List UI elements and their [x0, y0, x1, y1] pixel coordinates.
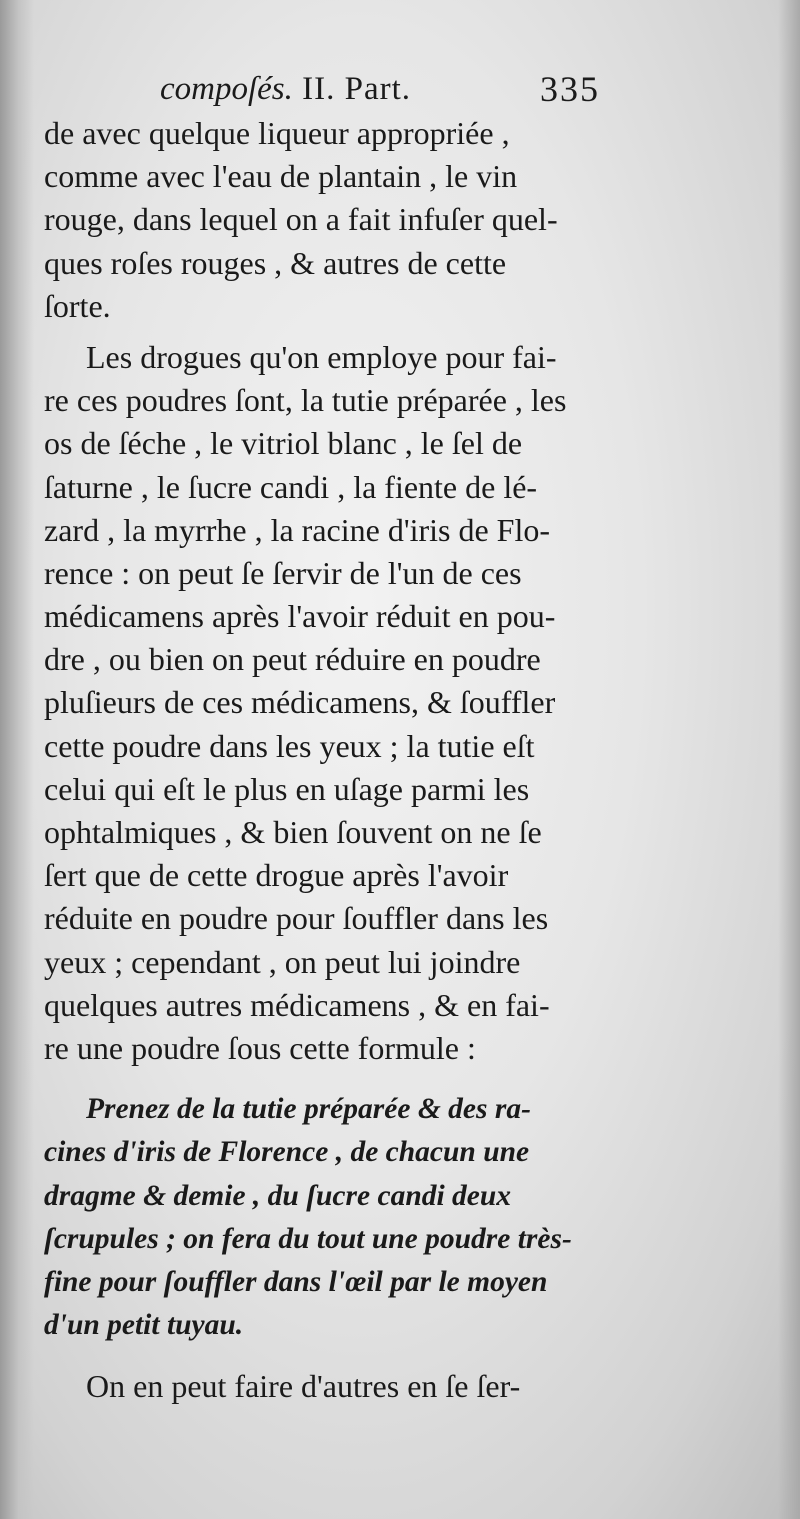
- paragraph-3: [44, 1365, 604, 1408]
- text-line: zard , la myrrhe , la racine d'iris de Flo-: [44, 511, 551, 548]
- text-line: ſorte.: [44, 287, 111, 324]
- text-line: Les drogues qu'on employe pour fai-: [86, 338, 557, 375]
- text-line: de avec quelque liqueur appropriée ,: [44, 115, 510, 151]
- text-line: yeux ; cependant , on peut lui joindre: [44, 943, 521, 980]
- text-line: cette poudre dans les yeux ; la tutie eſt: [44, 727, 535, 764]
- recipe-line: fine pour ſouffler dans l'œil par le moyen: [44, 1265, 548, 1298]
- text-line: celui qui eſt le plus en uſage parmi les: [44, 770, 530, 807]
- running-head-italic: compoſés.: [160, 71, 293, 107]
- recipe-line: d'un petit tuyau.: [44, 1309, 244, 1342]
- text-line: re une poudre ſous cette formule :: [44, 1029, 476, 1066]
- gutter-shadow: [0, 0, 34, 1519]
- text-line: On en peut faire d'autres en ſe ſer-: [86, 1368, 521, 1405]
- text-line: dre , ou bien on peut réduire en poudre: [44, 641, 541, 678]
- text-line: réduite en poudre pour ſouffler dans les: [44, 900, 549, 937]
- recipe-paragraph: [44, 1088, 604, 1347]
- text-line: quelques autres médicamens , & en fai-: [44, 986, 550, 1023]
- text-line: médicamens après l'avoir réduit en pou-: [44, 598, 556, 635]
- paragraph-2: [44, 336, 604, 1070]
- running-head-part: II. Part.: [292, 71, 412, 107]
- text-line: re ces poudres ſont, la tutie préparée , les: [44, 382, 567, 419]
- recipe-line: cines d'iris de Florence , de chacun une: [44, 1136, 530, 1169]
- text-line: rouge, dans lequel on a fait infuſer quel-: [44, 201, 558, 238]
- text-block: [44, 112, 604, 1408]
- page-edge-shadow: [778, 0, 800, 1519]
- text-line: os de ſéche , le vitriol blanc , le ſel de: [44, 425, 523, 462]
- recipe-line: Prenez de la tutie préparée & des ra-: [86, 1093, 531, 1126]
- recipe-line: dragme & demie , du ſucre candi deux: [44, 1179, 512, 1212]
- text-line: rence : on peut ſe ſervir de l'un de ces: [44, 554, 522, 591]
- text-line: ques roſes rouges , & autres de cette: [44, 244, 507, 281]
- text-line: comme avec l'eau de plantain , le vin: [44, 158, 518, 195]
- page-header: [160, 66, 600, 112]
- text-line: ſaturne , le ſucre candi , la fiente de lé-: [44, 468, 538, 505]
- page-number: 335: [540, 69, 600, 109]
- text-line: ophtalmiques , & bien ſouvent on ne ſe: [44, 814, 542, 850]
- running-head: [160, 66, 411, 112]
- recipe-line: ſcrupules ; on fera du tout une poudre très-: [44, 1222, 572, 1255]
- paragraph-1: [44, 112, 604, 328]
- text-line: pluſieurs de ces médicamens, & ſouffler: [44, 684, 556, 721]
- text-line: ſert que de cette drogue après l'avoir: [44, 857, 509, 894]
